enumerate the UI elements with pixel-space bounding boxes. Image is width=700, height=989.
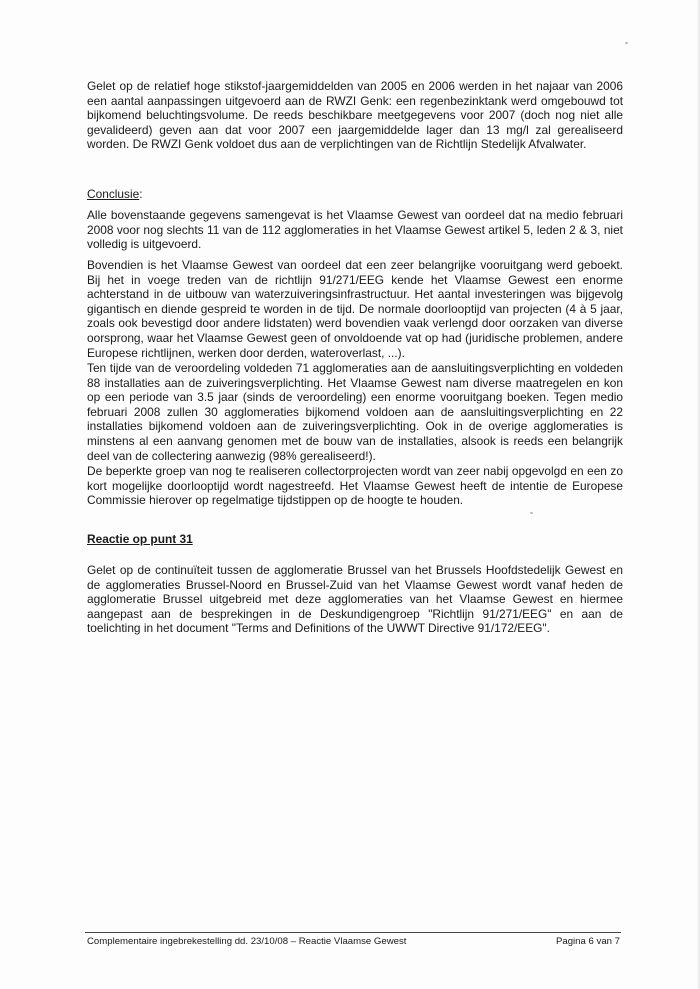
- reactie-paragraph: Gelet op de continuïteit tussen de agglomeratie Brussel van het Brussels Hoofdstedelijk Gewest en de agglomeraties Brussel-Noord en Brussel-Zuid van het Vlaamse Gewest wordt vanaf heden de agglomeratie Brussel uitgebreid met deze agglomeraties van het Vlaamse Gewest en hiermee aangepast aan de besprekingen in de Deskundigengroep "Richtlijn 91/271/EEG" en aan de toelichting in het document "Terms and Definitions of the UWWT Directive 91/172/EEG".: [87, 563, 623, 636]
- footer-divider: [85, 932, 621, 933]
- conclusie-heading: [87, 187, 623, 202]
- conclusie-paragraph-2-block: [87, 258, 623, 360]
- conclusie-heading-text: Conclusie: [87, 187, 140, 201]
- footer-page-number: Pagina 6 van 7: [555, 936, 620, 947]
- conclusie-paragraph-4-block: [87, 464, 623, 508]
- reactie-heading: [87, 532, 623, 547]
- conclusie-paragraph-2: Bovendien is het Vlaamse Gewest van oordeel dat een zeer belangrijke vooruitgang werd geboekt. Bij het in voege treden van de richtlijn 91/271/EEG kende het Vlaamse Gewest een enorme achterstand in de uitbouw van waterzuiveringsinfrastructuur. Het aantal investeringen was bijgevolg gigantisch en diende gespreid te worden in de tijd. De normale doorlooptijd van projecten (4 à 5 jaar, zoals ook bevestigd door andere lidstaten) werd bovendien vaak verlengd door oorzaken van diverse oorsprong, waar het Vlaamse Gewest geen of onvoldoende vat op had (juridische problemen, andere Europese richtlijnen, werken door derden, wateroverlast, ...).: [87, 258, 623, 360]
- conclusie-paragraph-4: De beperkte groep van nog te realiseren collectorprojecten wordt van zeer nabij opgevolgd en een zo kort mogelijke doorlooptijd wordt nagestreefd. Het Vlaamse Gewest heeft de intentie de Europese Commissie hierover op regelmatige tijdstippen op de hoogte te houden.: [87, 464, 623, 508]
- intro-paragraph-block: [87, 79, 623, 152]
- conclusie-paragraph-3: Ten tijde van de veroordeling voldeden 71 agglomeraties aan de aansluitingsverplichting en voldeden 88 installaties aan de zuiveringsverplichting. Het Vlaamse Gewest nam diverse maatregelen en kon op een periode van 3.5 jaar (sinds de veroordeling) een enorme vooruitgang boeken. Tegen medio februari 2008 zullen 30 agglomeraties bijkomend voldoen aan de aansluitingsverplichting en 22 installaties bijkomend voldoen aan de zuiveringsverplichting. Ook in de overige agglomeraties is minstens al een aanvang genomen met de bouw van de installaties, alsook is reeds een belangrijk deel van de collectering aanwezig (98% gerealiseerd!).: [87, 361, 623, 463]
- scan-speck: [625, 42, 628, 44]
- footer-document-title: Complementaire ingebrekestelling dd. 23/10/08 – Reactie Vlaamse Gewest: [87, 936, 407, 947]
- scan-speck: [530, 512, 533, 514]
- conclusie-paragraph-1-block: [87, 208, 623, 252]
- conclusie-paragraph-1: Alle bovenstaande gegevens samengevat is het Vlaamse Gewest van oordeel dat na medio februari 2008 voor nog slechts 11 van de 112 agglomeraties in het Vlaamse Gewest artikel 5, leden 2 & 3, niet volledig is uitgevoerd.: [87, 208, 623, 252]
- conclusie-heading-colon: :: [139, 187, 143, 201]
- scan-edge-shadow: [696, 0, 700, 989]
- reactie-paragraph-block: [87, 563, 623, 636]
- reactie-heading-text: Reactie op punt 31: [87, 532, 193, 546]
- intro-paragraph: Gelet op de relatief hoge stikstof-jaargemiddelden van 2005 en 2006 werden in het najaar van 2006 een aantal aanpassingen uitgevoerd aan de RWZI Genk: een regenbezinktank werd omgebouwd tot bijkomend beluchtingsvolume. De reeds beschikbare meetgegevens voor 2007 (doch nog niet alle gevalideerd) geven aan dat voor 2007 een jaargemiddelde lager dan 13 mg/l zal gerealiseerd worden. De RWZI Genk voldoet dus aan de verplichtingen van de Richtlijn Stedelijk Afvalwater.: [87, 79, 623, 152]
- conclusie-paragraph-3-block: [87, 361, 623, 463]
